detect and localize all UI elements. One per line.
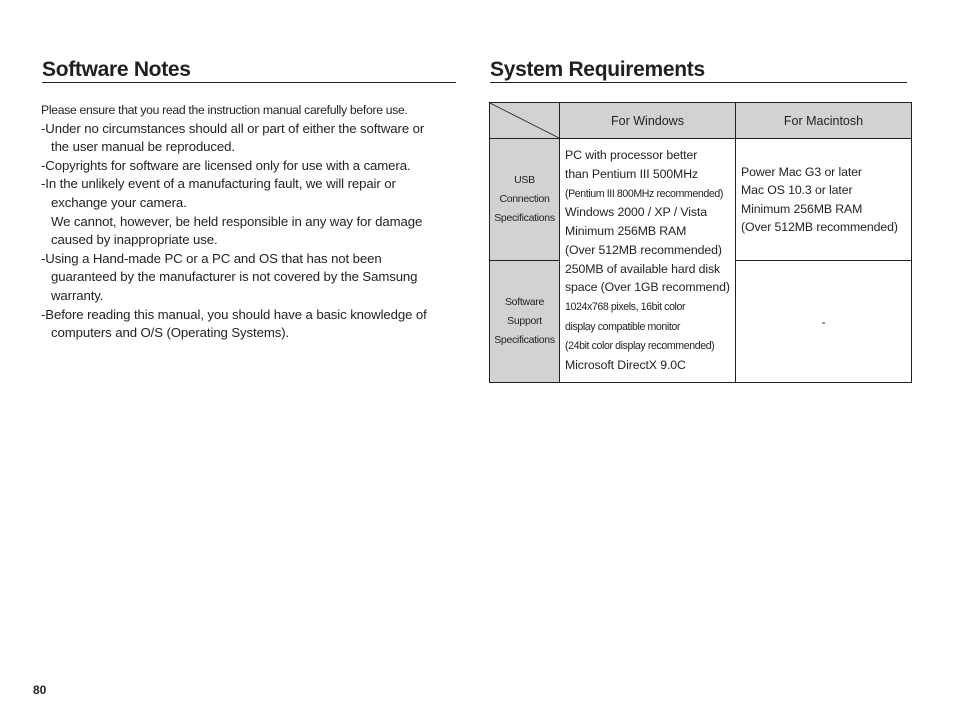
note-basic-knowledge: -Before reading this manual, you should have a basic knowledge of computers and O/S (Operating Systems). <box>41 306 427 341</box>
table-header-row <box>490 103 912 139</box>
note-warranty: -Using a Hand-made PC or a PC and OS that has not been guaranteed by the manufacturer is not covered by the Samsung warranty. <box>41 250 418 303</box>
note-reproduction: -Under no circumstances should all or part of either the software or the user manual be reproduced. <box>41 120 425 155</box>
system-requirements-table <box>489 102 912 383</box>
mac-software-requirements: - <box>736 261 912 383</box>
row-header-usb: USB Connection Specifications <box>490 139 560 261</box>
column-header-windows: For Windows <box>560 103 736 139</box>
software-notes-title: Software Notes <box>42 59 456 83</box>
software-notes-body <box>41 101 461 343</box>
windows-requirements: PC with processor better than Pentium III 500MHz (Pentium III 800MHz recommended) Windows 2000 / XP / Vista Minimum 256MB RAM (Over 512MB recommended) 250MB of available hard disk space (Over 1GB recommend) 1024x768 pixels, 16bit color display compatible monitor (24bit color display recommended) Microsoft DirectX 9.0C <box>560 139 736 383</box>
diagonal-line <box>490 103 559 138</box>
row-header-software: Software Support Specifications <box>490 261 560 383</box>
page-number: 80 <box>33 683 47 697</box>
system-requirements-title: System Requirements <box>490 59 907 83</box>
note-copyright: -Copyrights for software are licensed only for use with a camera. <box>41 157 411 173</box>
table-row-usb <box>490 139 912 261</box>
mac-usb-requirements: Power Mac G3 or later Mac OS 10.3 or later Minimum 256MB RAM (Over 512MB recommended) <box>736 139 912 261</box>
table-corner-cell <box>490 103 560 139</box>
notes-intro: Please ensure that you read the instruction manual carefully before use. <box>41 103 408 117</box>
column-header-mac: For Macintosh <box>736 103 912 139</box>
note-manufacturing-fault: -In the unlikely event of a manufacturing fault, we will repair or exchange your camera. We cannot, however, be held responsible in any way for damage caused by inappropriate use. <box>41 176 423 248</box>
